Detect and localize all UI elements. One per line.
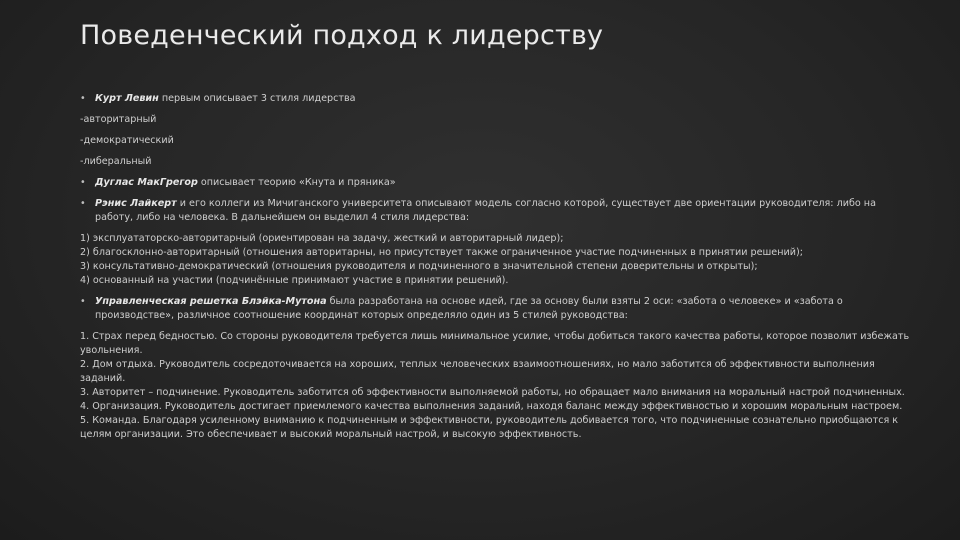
managerial-grid-list [80, 330, 910, 442]
concept-name: Управленческая решетка Блэйка-Мутона [95, 296, 327, 307]
slide-title: Поведенческий подход к лидерству [80, 20, 604, 51]
list-item: 2) благосклонно-авторитарный (отношения авторитарны, но присутствует также ограниченное участие подчиненных в принятии решений); [80, 247, 803, 258]
bullet-likert [80, 197, 910, 225]
bullet-lewin [80, 92, 910, 106]
list-item: 4. Организация. Руководитель достигает приемлемого качества выполнения заданий, находя баланс между эффективностью и хорошим моральным настроем. [80, 401, 903, 412]
list-item: 1. Страх перед бедностью. Со стороны руководителя требуется лишь минимальное усилие, чтобы добиться такого качества работы, которое позволит избежать увольнения. [80, 331, 910, 356]
likert-styles-list [80, 232, 910, 288]
person-name: Дуглас МакГрегор [95, 177, 198, 188]
bullet-text: описывает теорию «Кнута и пряника» [197, 177, 396, 188]
list-item: 3. Авторитет – подчинение. Руководитель заботится об эффективности выполняемой работы, но обращает мало внимания на моральный настрой подчиненных. [80, 387, 905, 398]
list-item: 2. Дом отдыха. Руководитель сосредоточивается на хороших, теплых человеческих взаимоотношениях, но мало заботится об эффективности выполнения заданий. [80, 359, 875, 384]
bullet-text: первым описывает 3 стиля лидерства [158, 93, 356, 104]
style-item: -авторитарный [80, 114, 157, 125]
bullet-dot: • [80, 296, 86, 307]
bullet-blake-mouton [80, 295, 910, 323]
person-name: Рэнис Лайкерт [95, 198, 177, 209]
list-item: 3) консультативно-демократический (отношения руководителя и подчиненного в значительной степени доверительны и открыты); [80, 261, 758, 272]
bullet-dot: • [80, 177, 86, 188]
person-name: Курт Левин [95, 93, 159, 104]
style-item: -либеральный [80, 156, 152, 167]
list-item: 4) основанный на участии (подчинённые принимают участие в принятии решений). [80, 275, 509, 286]
bullet-text: была разработана на основе идей, где за основу были взяты 2 оси: «забота о человеке» и «забота о производстве», различное соотношение координат которых определяло один из 5 стилей руководства: [95, 296, 843, 321]
bullet-mcgregor [80, 176, 910, 190]
bullet-dot: • [80, 198, 86, 209]
bullet-dot: • [80, 93, 86, 104]
list-item: 1) эксплуататорско-авторитарный (ориентирован на задачу, жесткий и авторитарный лидер); [80, 233, 564, 244]
slide-content [80, 92, 910, 449]
bullet-text: и его коллеги из Мичиганского университета описывают модель согласно которой, существует две ориентации руководителя: либо на работу, либо на человека. В дальнейшем он выделил 4 стиля лидерства: [95, 198, 876, 223]
style-item: -демократический [80, 135, 174, 146]
list-item: 5. Команда. Благодаря усиленному вниманию к подчиненным и эффективности, руководитель добивается того, что подчиненные сознательно приобщаются к целям организации. Это обеспечивает и высокий моральный настрой, и высокую эффективность. [80, 415, 899, 440]
